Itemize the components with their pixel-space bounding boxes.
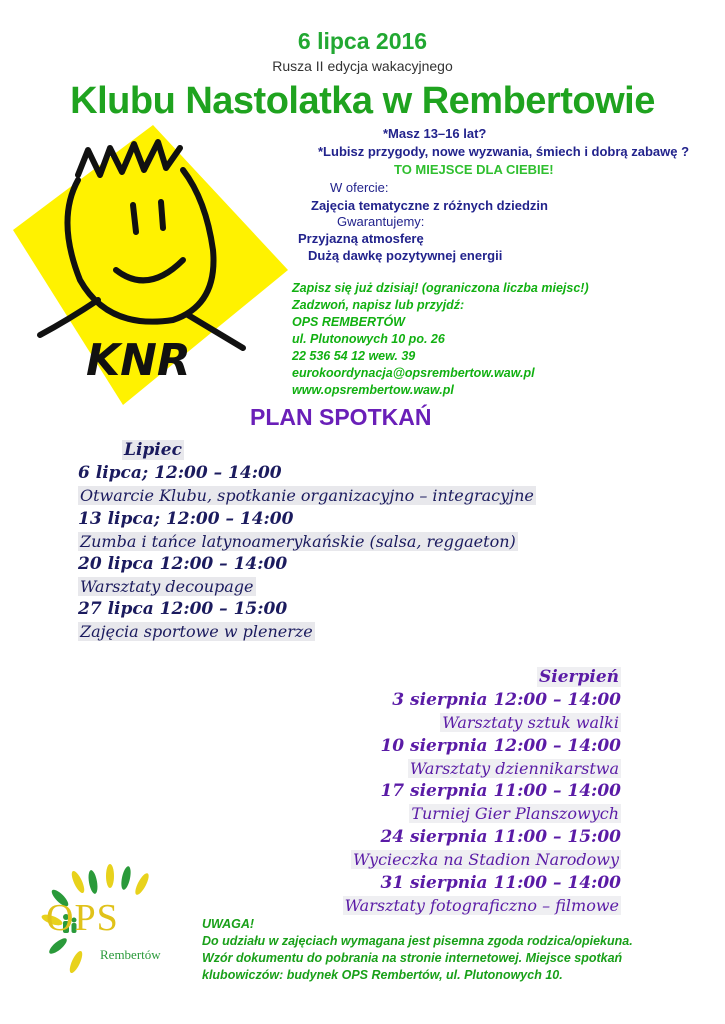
plan-title: PLAN SPOTKAŃ bbox=[250, 404, 432, 430]
july-event-date: 27 lipca 12:00 – 15:00 bbox=[78, 599, 288, 619]
july-event-activity: Zumba i tańce latynoamerykańskie (salsa, reggaeton) bbox=[80, 532, 516, 551]
august-event-activity: Wycieczka na Stadion Narodowy bbox=[352, 850, 619, 869]
august-event-activity: Warsztaty sztuk walki bbox=[442, 713, 619, 732]
contact-signup: Zapisz się już dzisiaj! (ograniczona liczba miejsc!) bbox=[292, 281, 589, 295]
contact-address: ul. Plutonowych 10 po. 26 bbox=[292, 332, 445, 346]
knr-logo-text: KNR bbox=[86, 335, 191, 386]
july-event-activity: Warsztaty decoupage bbox=[80, 577, 254, 596]
contact-website[interactable]: www.opsrembertow.waw.pl bbox=[292, 383, 454, 397]
august-event-date: 31 sierpnia 11:00 – 14:00 bbox=[380, 873, 621, 893]
contact-org: OPS REMBERTÓW bbox=[292, 315, 405, 329]
contact-call: Zadzwoń, napisz lub przyjdź: bbox=[292, 298, 465, 312]
july-event-activity: Zajęcia sportowe w plenerze bbox=[80, 622, 313, 641]
july-event-date: 13 lipca; 12:00 – 14:00 bbox=[78, 509, 294, 529]
contact-phone: 22 536 54 12 wew. 39 bbox=[292, 349, 416, 363]
info-adventure: *Lubisz przygody, nowe wyzwania, śmiech i dobrą zabawę ? bbox=[318, 144, 690, 159]
august-event-date: 24 sierpnia 11:00 – 15:00 bbox=[380, 827, 621, 847]
info-guarantee-atmosphere: Przyjazną atmosferę bbox=[298, 231, 424, 246]
ops-logo-name: OPS bbox=[46, 897, 119, 939]
note-title: UWAGA! bbox=[202, 917, 255, 931]
august-event-date: 3 sierpnia 12:00 – 14:00 bbox=[392, 690, 621, 710]
august-event-date: 17 sierpnia 11:00 – 14:00 bbox=[380, 781, 621, 801]
contact-email[interactable]: eurokoordynacja@opsrembertow.waw.pl bbox=[292, 366, 535, 380]
info-guarantee-label: Gwarantujemy: bbox=[337, 214, 425, 229]
event-date: 6 lipca 2016 bbox=[297, 28, 428, 54]
note-line: klubowiczów: budynek OPS Rembertów, ul. Plutonowych 10. bbox=[202, 968, 563, 982]
august-event-activity: Turniej Gier Planszowych bbox=[411, 804, 619, 823]
info-guarantee-energy: Dużą dawkę pozytywnej energii bbox=[308, 248, 503, 263]
note-line: Do udziału w zajęciach wymagana jest pisemna zgoda rodzica/opiekuna. bbox=[202, 934, 633, 948]
info-place: TO MIEJSCE DLA CIEBIE! bbox=[394, 162, 554, 177]
month-july: Lipiec bbox=[124, 440, 182, 460]
august-event-activity: Warsztaty fotograficzno – filmowe bbox=[344, 896, 619, 915]
info-offer-label: W ofercie: bbox=[330, 180, 389, 195]
july-event-date: 20 lipca 12:00 – 14:00 bbox=[78, 554, 288, 574]
info-offer: Zajęcia tematyczne z różnych dziedzin bbox=[311, 198, 548, 213]
ops-logo-city: Rembertów bbox=[100, 947, 161, 962]
august-event-date: 10 sierpnia 12:00 – 14:00 bbox=[380, 736, 621, 756]
subtitle: Rusza II edycja wakacyjnego bbox=[272, 58, 453, 74]
july-event-date: 6 lipca; 12:00 – 14:00 bbox=[78, 463, 282, 483]
august-event-activity: Warsztaty dziennikarstwa bbox=[409, 759, 619, 778]
note-line: Wzór dokumentu do pobrania na stronie internetowej. Miejsce spotkań bbox=[202, 951, 623, 965]
info-age: *Masz 13–16 lat? bbox=[383, 126, 487, 141]
july-event-activity: Otwarcie Klubu, spotkanie organizacyjno – integracyjne bbox=[80, 486, 534, 505]
month-august: Sierpień bbox=[538, 667, 619, 687]
page-title: Klubu Nastolatka w Rembertowie bbox=[70, 80, 655, 122]
knr-logo bbox=[8, 120, 293, 410]
